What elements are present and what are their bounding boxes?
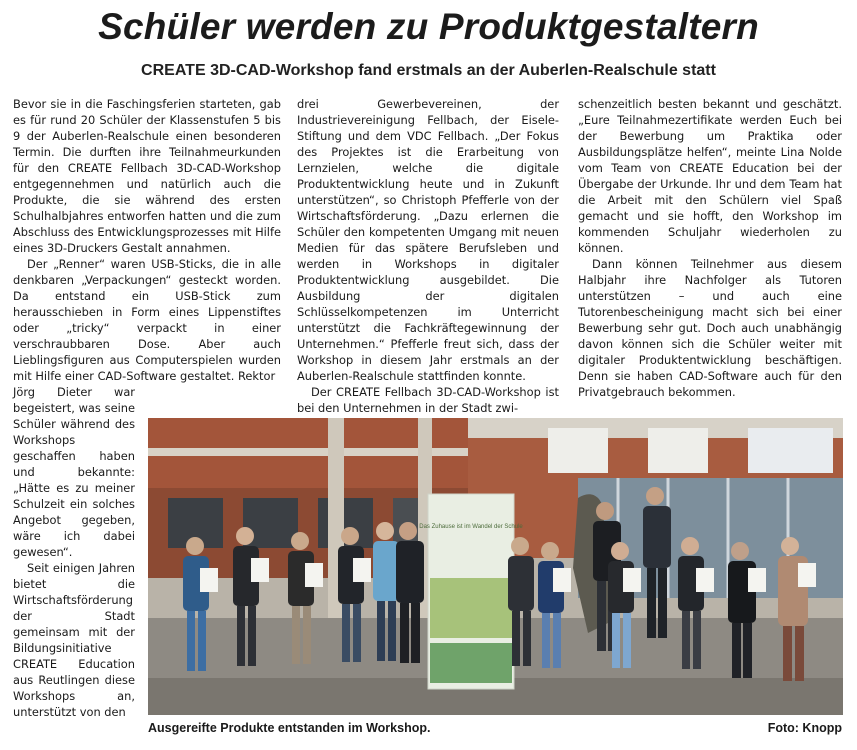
headline: Schüler werden zu Produktgestaltern [98, 6, 759, 47]
col1-paragraph-3: Seit einigen Jahren bietet die Wirtschaftsförderung der Stadt gemeinsam mit der Bildungsinitiative CREATE Education aus Reutlingen diese Workshops an, unterstützt von den [13, 561, 135, 719]
col2-paragraph-1: drei Gewerbevereinen, der Industrievereinigung Fellbach, der Eisele-Stiftung und dem VDC Fellbach. „Der Fokus des Projektes ist die Erarbeitung von Lernzielen, welche die digitale Produktentwicklung heute und in Zukunft unterstützen“, so Christoph Pfefferle von der Wirtschaftsförderung. „Dazu erlernen die Schüler den kompetenten Umgang mit neuen Medien für das spätere Berufsleben und werden in Workshops in digitaler Produktentwicklung ausgebildet. Die Ausbildung der digitalen Schlüsselkompetenzen im Unterricht unterstützt die Fachkräftegewinnung der Unternehmen.“ Pfefferle freut sich, dass der Workshop in diesem Jahr erstmals an der Auberlen-Realschule stattfinden konnte. [297, 97, 559, 383]
col1-paragraph-1: Bevor sie in die Faschingsferien starteten, gab es für rund 20 Schüler der Klassenstufen 5 bis 9 der Auberlen-Realschule einen besonderen Termin. Die durften ihre Teilnahmeurkunden für den CREATE Fellbach 3D-CAD-Workshop entgegennehmen und natürlich auch die Produkte, die sie während des ersten Schulhalbjahres entworfen hatten und die zum Abschluss des Entwicklungsprozesses mit Hilfe eines 3D-Druckers Gestalt annahmen. [13, 97, 281, 255]
col1-paragraph-2-cont: Jörg Dieter war begeistert, was seine Schüler während des Workshops geschaffen haben und bekannte: „Hätte es zu meiner Schulzeit ein solches Angebot gegeben, wäre ich dabei gewesen“. [13, 385, 135, 559]
photo-caption: Ausgereifte Produkte entstanden im Workshop. [148, 721, 431, 735]
article-column-2 [297, 96, 559, 416]
col2-paragraph-2: Der CREATE Fellbach 3D-CAD-Workshop ist bei den Unternehmen in der Stadt zwi- [297, 385, 559, 415]
col1-narrow-block [13, 384, 135, 720]
col1-paragraph-2: Der „Renner“ waren USB-Sticks, die in alle denkbaren „Verpackungen“ gesteckt worden. Da entstand ein USB-Stick zum herausschieben in Form eines Lippenstiftes oder „tricky“ verpackt in einer verschraubbaren Dose. Aber auch Lieblingsfiguren aus Computerspielen wurden mit Hilfe einer CAD-Software gestaltet. Rektor [13, 257, 281, 383]
article-column-3 [578, 96, 842, 416]
photo-illustration [148, 418, 843, 715]
col3-paragraph-1: schenzeitlich besten bekannt und geschätzt. „Eure Teilnahmezertifikate werden Euch bei der Bewerbung um Praktika oder Ausbildungsplätze helfen“, meinte Lina Nolde vom Team von CREATE Education bei der Übergabe der Urkunde. Ihr und dem Team hat die Arbeit mit den Schülern viel Spaß gemacht und sie hofft, den Workshop im kommenden Schuljahr wiederholen zu können. [578, 97, 842, 255]
photo-credit: Foto: Knopp [767, 721, 842, 735]
col3-paragraph-2: Dann können Teilnehmer aus diesem Halbjahr ihre Nachfolger als Tutoren unterstützen – und auch eine Tutorenbescheinigung macht sich bei einer Bewerbung sehr gut. Doch auch unabhängig davon können sich die Schüler weiter mit digitaler Produktentwicklung beschäftigen. Denn sie haben CAD-Software auch für den Privatgebrauch bekommen. [578, 257, 842, 399]
banner-text: Das Zuhause ist im Wandel der Schule [419, 524, 523, 530]
subheadline: CREATE 3D-CAD-Workshop fand erstmals an der Auberlen-Realschule statt [141, 62, 716, 79]
group-photo [148, 418, 843, 715]
